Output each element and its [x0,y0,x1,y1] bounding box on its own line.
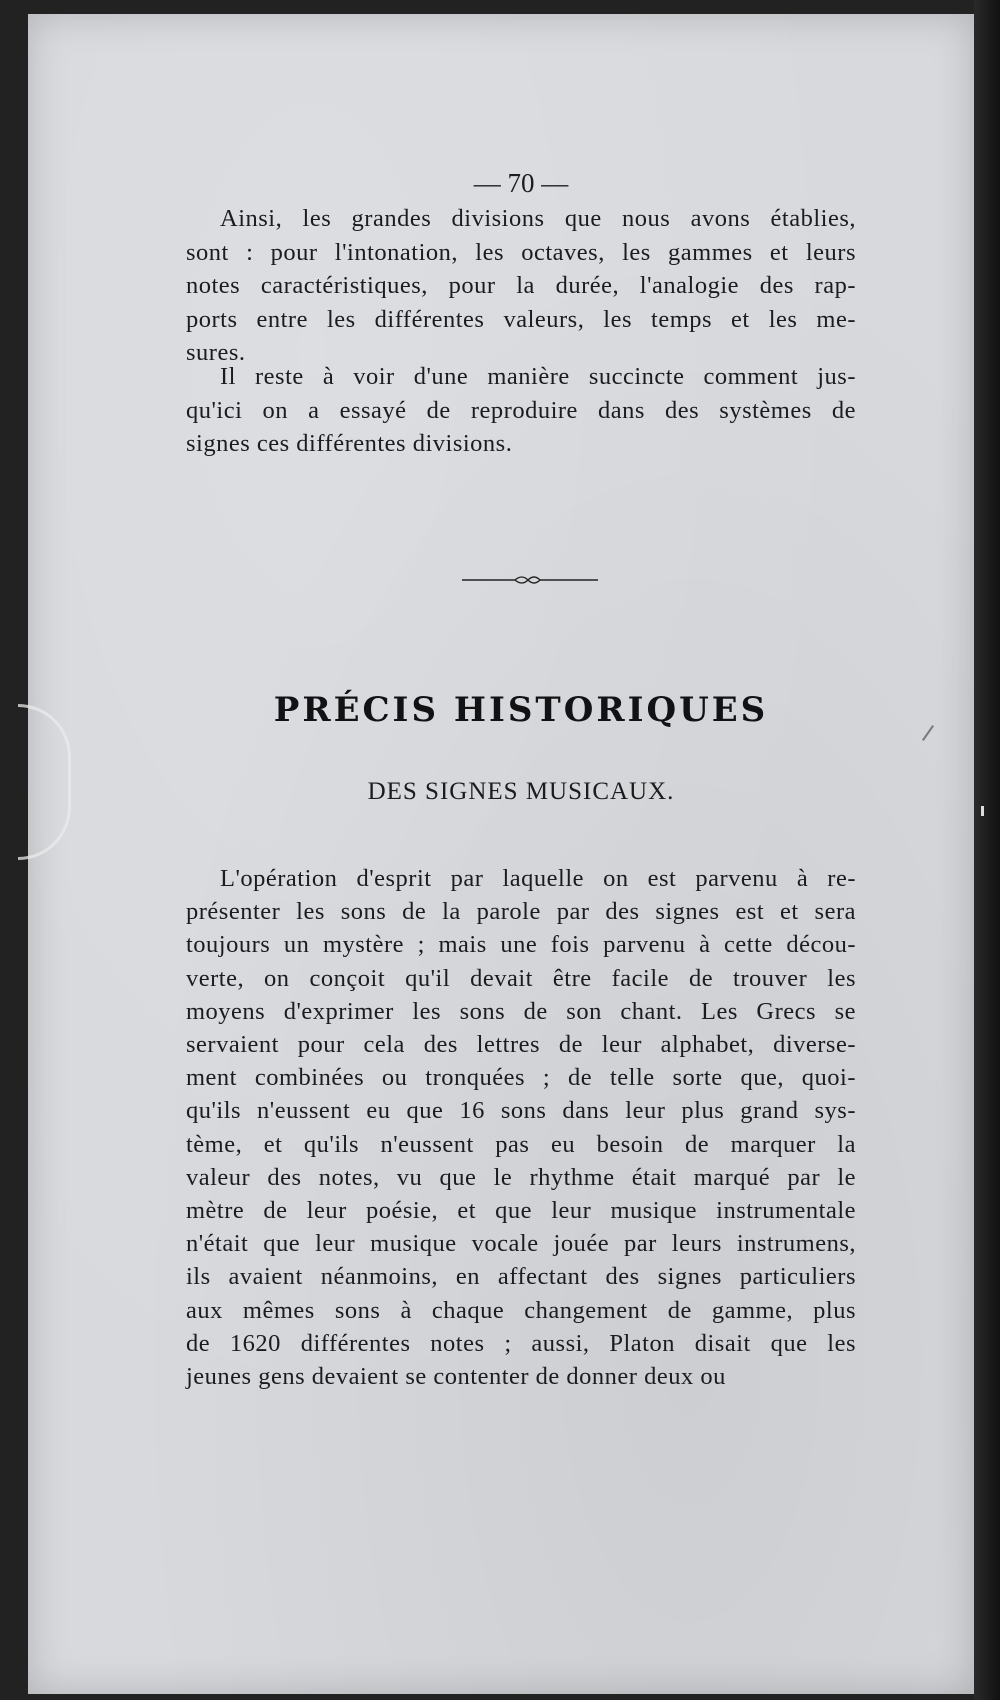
text-line: tème, et qu'ils n'eussent pas eu besoin de marquer la [186,1130,856,1158]
text-line: Ainsi, les grandes divisions que nous avons établies, [220,205,856,232]
section-title: PRÉCIS HISTORIQUES [273,690,769,730]
text-line: ports entre les différentes valeurs, les temps et les me- [186,305,856,333]
paragraph-3 [186,862,856,1393]
margin-dot [981,806,984,816]
text-line: sont : pour l'intonation, les octaves, les gammes et leurs [186,238,856,266]
page-number: — 70 — [473,168,569,198]
text-line: valeur des notes, vu que le rhythme était marqué par le [186,1163,856,1191]
text-line: notes caractéristiques, pour la durée, l'analogie des rap- [186,272,856,299]
text-line: présenter les sons de la parole par des signes est et sera [186,898,856,926]
text-line: verte, on conçoit qu'il devait être facile de trouver les [186,964,856,992]
text-line: L'opération d'esprit par laquelle on est parvenu à re- [220,865,856,892]
text-line: ment combinées ou tronquées ; de telle sorte que, quoi- [186,1064,856,1092]
text-line: qu'ils n'eussent eu que 16 sons dans leur plus grand sys- [186,1097,856,1125]
text-line: aux mêmes sons à chaque changement de gamme, plus [186,1296,856,1324]
text-line: qu'ici on a essayé de reproduire dans des systèmes de [186,396,856,424]
text-line: jeunes gens devaient se contenter de donner deux ou [186,1363,726,1391]
text-line: n'était que leur musique vocale jouée par leurs instrumens, [186,1230,856,1258]
text-line: de 1620 différentes notes ; aussi, Platon disait que les [186,1329,856,1357]
text-line: sures. [186,339,246,366]
text-line: Il reste à voir d'une manière succincte comment jus- [220,363,856,390]
text-line: toujours un mystère ; mais une fois parvenu à cette décou- [186,931,856,959]
paragraph-2 [186,360,856,461]
text-line: mètre de leur poésie, et que leur musique instrumentale [186,1197,856,1225]
tail-piece-ornament-icon [460,573,600,587]
text-line: signes ces différentes divisions. [186,430,513,457]
text-line: moyens d'exprimer les sons de son chant. Les Grecs se [186,997,856,1025]
paragraph-1 [186,202,856,370]
binding-ring-icon [18,704,71,860]
text-line: servaient pour cela des lettres de leur alphabet, diverse- [186,1031,856,1059]
text-line: ils avaient néanmoins, en affectant des signes particuliers [186,1263,856,1291]
section-subtitle: DES SIGNES MUSICAUX. [367,778,675,805]
page-edge [974,0,1000,1700]
